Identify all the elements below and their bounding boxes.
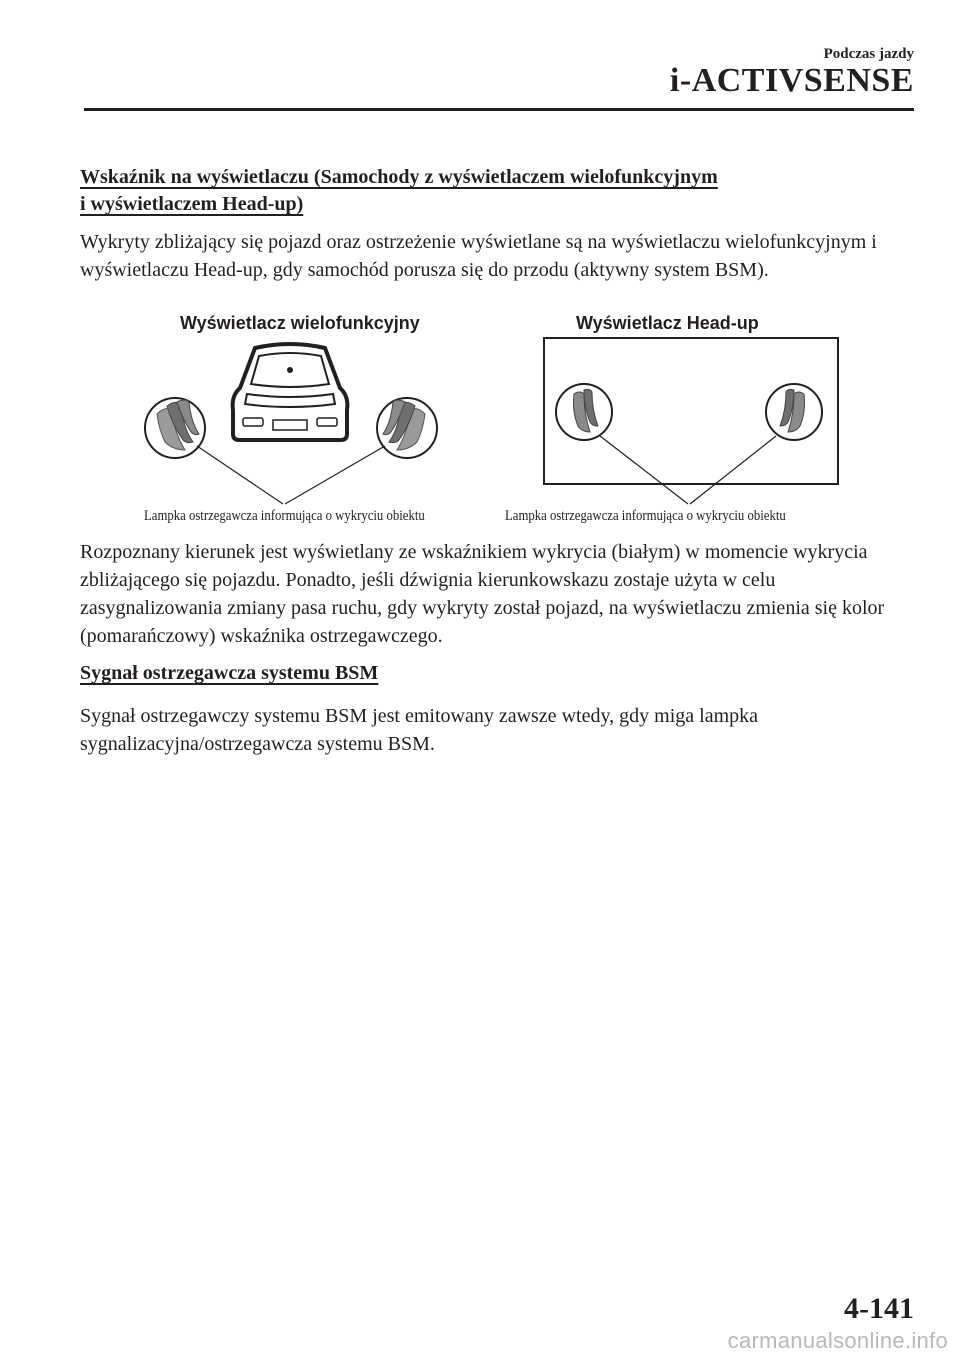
hud-right-indicator-icon [766, 384, 822, 440]
section-heading-line-1: Wskaźnik na wyświetlaczu (Samochody z wyświetlaczem wielofunkcyjnym [80, 166, 718, 188]
paragraph-detection-description: Rozpoznany kierunek jest wyświetlany ze wskaźnikiem wykrycia (białym) w momencie wykrycia zbliżającego się pojazdu. Ponadto, jeśli dźwignia kierunkowskazu zostaje użyta w celu zasygnalizowania zmiany pasa ruchu, gdy wykryty został pojazd, na wyświetlaczu zmienia się kolor (pomarańczowy) wskaźnika ostrzegawczego. [80, 541, 885, 647]
car-right-lamp [317, 418, 337, 426]
figure-label-head-up-display: Wyświetlacz Head-up [576, 313, 759, 333]
leader-line-right [285, 446, 385, 504]
bsm-left-indicator-icon [145, 398, 205, 458]
section-heading-bsm-warning-sound [80, 660, 840, 687]
header-chapter-title: i-ACTIVSENSE [669, 62, 914, 99]
leader-line-left [197, 446, 283, 504]
page-number: 4-141 [844, 1292, 914, 1325]
paragraph-display-intro: Wykryty zbliżający się pojazd oraz ostrzeżenie wyświetlane są na wyświetlaczu wielofunkcyjnym i wyświetlaczu Head-up, gdy samochód porusza się do przodu (aktywny system BSM). [80, 231, 877, 281]
header-section-name: Podczas jazdy [823, 46, 914, 62]
section-heading-display-indicator [80, 164, 840, 218]
hud-left-indicator-icon [556, 384, 612, 440]
figure-caption-right: Lampka ostrzegawcza informująca o wykryciu obiektu [505, 508, 786, 524]
section-heading-line-2: i wyświetlaczem Head-up) [80, 193, 304, 215]
figure-caption-left: Lampka ostrzegawcza informująca o wykryciu obiektu [144, 508, 425, 524]
car-plate [273, 420, 307, 430]
watermark-text: carmanualsonline.info [727, 1328, 948, 1353]
car-antenna-icon [287, 367, 293, 373]
head-up-display-diagram [540, 336, 842, 510]
section-heading-bsm-warning-text: Sygnał ostrzegawcza systemu BSM [80, 662, 379, 684]
car-left-lamp [243, 418, 263, 426]
multifunction-display-diagram [135, 338, 445, 510]
figure-label-multifunction-display: Wyświetlacz wielofunkcyjny [180, 313, 420, 333]
paragraph-bsm-warning-sound: Sygnał ostrzegawczy systemu BSM jest emitowany zawsze wtedy, gdy miga lampka sygnalizacyjna/ostrzegawcza systemu BSM. [80, 705, 758, 755]
bsm-right-indicator-icon [377, 398, 437, 458]
header-divider [84, 108, 914, 111]
